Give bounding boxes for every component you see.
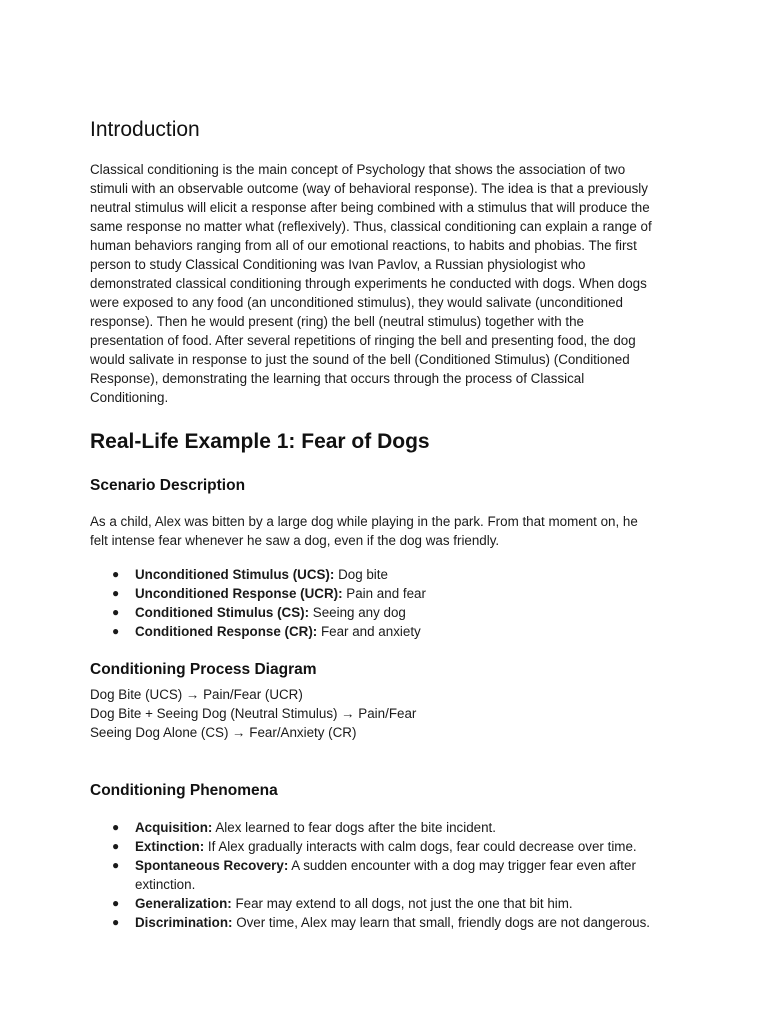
term-value: Over time, Alex may learn that small, friendly dogs are not dangerous. (232, 915, 651, 930)
scenario-heading: Scenario Description (90, 477, 246, 494)
term-value: Pain and fear (342, 586, 426, 601)
term-label: Extinction: (135, 839, 205, 854)
phenomena-bullet-list (90, 818, 680, 932)
intro-line: stimuli with an observable outcome (way of behavioral response). The idea is that a previously (90, 181, 648, 196)
intro-line: demonstrated classical conditioning through experiments he conducted with dogs. When dogs (90, 276, 647, 291)
term-label: Unconditioned Stimulus (UCS): (135, 567, 335, 582)
intro-line: response). Then he would present (ring) the bell (neutral stimulus) together with the (90, 314, 584, 329)
intro-line: Response), demonstrating the learning that occurs through the process of Classical (90, 371, 585, 386)
list-item (90, 894, 680, 913)
term-value: Seeing any dog (309, 605, 406, 620)
bullet-icon: ● (112, 858, 120, 872)
example1-heading: Real-Life Example 1: Fear of Dogs (90, 430, 430, 453)
intro-line: human behaviors ranging from all of our emotional reactions, to habits and phobias. The first (90, 238, 637, 253)
bullet-icon: ● (112, 605, 120, 619)
term-label: Spontaneous Recovery: (135, 858, 289, 873)
list-item (90, 565, 680, 584)
list-item (90, 837, 680, 856)
bullet-icon: ● (112, 586, 120, 600)
term-value: Alex learned to fear dogs after the bite incident. (212, 820, 496, 835)
intro-line: Conditioning. (90, 390, 169, 405)
term-value: Dog bite (334, 567, 388, 582)
intro-line: were exposed to any food (an unconditioned stimulus), they would salivate (unconditioned (90, 295, 623, 310)
term-label: Discrimination: (135, 915, 233, 930)
diagram-line: Dog Bite + Seeing Dog (Neutral Stimulus) → Pain/Fear (90, 706, 417, 721)
term-label: Acquisition: (135, 820, 213, 835)
diagram-heading: Conditioning Process Diagram (90, 661, 317, 678)
list-item (90, 622, 680, 641)
term-label: Generalization: (135, 896, 232, 911)
term-label: Unconditioned Response (UCR): (135, 586, 343, 601)
intro-heading: Introduction (90, 118, 200, 141)
scenario-paragraph (90, 512, 638, 550)
bullet-icon: ● (112, 896, 120, 910)
term-label: Conditioned Response (CR): (135, 624, 318, 639)
intro-line: same response no matter what (reflexively). Thus, classical conditioning can explain a range of (90, 219, 652, 234)
term-label: Conditioned Stimulus (CS): (135, 605, 310, 620)
list-item (90, 818, 680, 837)
diagram-lines (90, 685, 416, 742)
intro-line: Classical conditioning is the main concept of Psychology that shows the association of two (90, 162, 626, 177)
intro-line: would salivate in response to just the sound of the bell (Conditioned Stimulus) (Conditioned (90, 352, 630, 367)
scenario-line: As a child, Alex was bitten by a large dog while playing in the park. From that moment on, he (90, 514, 638, 529)
term-value: If Alex gradually interacts with calm dogs, fear could decrease over time. (204, 839, 637, 854)
term-value: Fear and anxiety (317, 624, 421, 639)
bullet-icon: ● (112, 839, 120, 853)
term-value: A sudden encounter with a dog may trigger fear even after (288, 858, 636, 873)
term-value-continued: extinction. (135, 877, 196, 892)
list-item (90, 603, 680, 622)
diagram-line: Dog Bite (UCS) → Pain/Fear (UCR) (90, 687, 303, 702)
scenario-line: felt intense fear whenever he saw a dog, even if the dog was friendly. (90, 533, 500, 548)
list-item (90, 856, 680, 894)
intro-line: neutral stimulus will elicit a response after being combined with a stimulus that will produce the (90, 200, 650, 215)
bullet-icon: ● (112, 624, 120, 638)
term-value: Fear may extend to all dogs, not just the one that bit him. (231, 896, 573, 911)
phenomena-heading: Conditioning Phenomena (90, 782, 278, 799)
scenario-bullet-list (90, 565, 680, 641)
bullet-icon: ● (112, 567, 120, 581)
diagram-line: Seeing Dog Alone (CS) → Fear/Anxiety (CR) (90, 725, 357, 740)
intro-line: person to study Classical Conditioning was Ivan Pavlov, a Russian physiologist who (90, 257, 586, 272)
intro-paragraph (90, 160, 652, 407)
list-item (90, 584, 680, 603)
bullet-icon: ● (112, 820, 120, 834)
intro-line: presentation of food. After several repetitions of ringing the bell and presenting food, the dog (90, 333, 636, 348)
list-item (90, 913, 680, 932)
bullet-icon: ● (112, 915, 120, 929)
